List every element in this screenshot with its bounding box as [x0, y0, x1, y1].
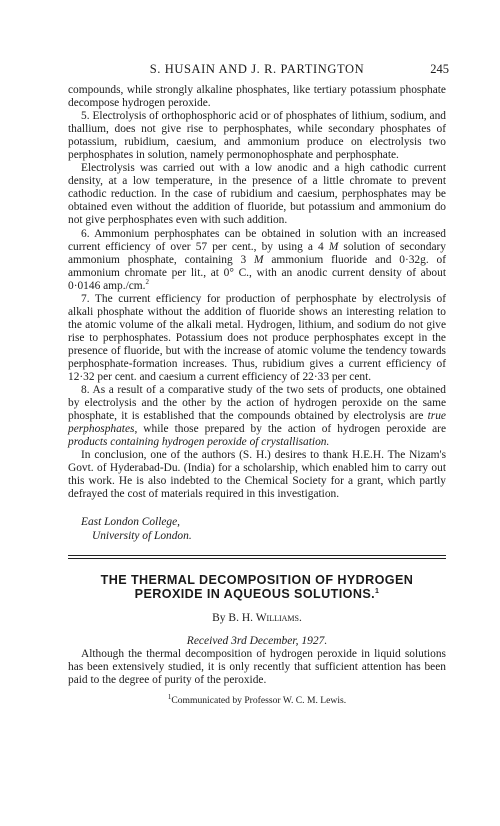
footnote-marker: 1 — [375, 587, 380, 595]
conclusion-7: 7. The current efficiency for production of perphosphate by electrolysis of alkali phosphate without the addition of fluoride shows an interesting relation to the atomic volume of the alkali metal. Hydrogen, lithium, and sodium do not give rise to perphosphates. Potassium does not produce perphosphates except in the presence of fluoride, but with the increase of atomic volume the tendency towards perphosphate-formation increases. Thus, rubidium gives a current efficiency of 12·32 per cent. and caesium a current efficiency of 22·33 per cent. — [68, 292, 446, 384]
footnote-text: Communicated by Professor W. C. M. Lewis. — [171, 694, 347, 706]
section-divider — [68, 555, 446, 559]
electrolysis-conditions-paragraph: Electrolysis was carried out with a low anodic and a high cathodic current density, at a low temperature, in the presence of a little chromate to prevent cathodic reduction. In the case of rubidium and caesium, perphosphates may be obtained even without the addition of fluoride, but potassium and ammonium do not give perphosphates even with such addition. — [68, 162, 446, 227]
footnote — [68, 694, 446, 707]
conclusion-6 — [68, 228, 446, 293]
article-title-line-2-text: PEROXIDE IN AQUEOUS SOLUTIONS. — [134, 586, 376, 601]
molar-symbol: M — [254, 253, 264, 266]
article-title-line-1: THE THERMAL DECOMPOSITION OF HYDROGEN — [100, 572, 414, 587]
article-title-line-2 — [68, 587, 446, 601]
conclusion-5: 5. Electrolysis of orthophosphoric acid or of phosphates of lithium, sodium, and thallium, does not give rise to perphosphates, while secondary phosphates of potassium, rubidium, caesium, and ammonium produce on electrolysis two perphosphates in solution, namely permonophosphate and perphosphate. — [68, 110, 446, 162]
conclusion-6-text-c: ammonium fluoride and 0·32g. of ammonium chromate per lit., at 0° C., with an anodic current density of about 0·0146 amp./cm. — [68, 253, 446, 292]
byline — [68, 612, 446, 625]
institution-address — [68, 515, 446, 543]
divider-rule — [68, 558, 446, 559]
conclusion-8-text-a: 8. As a result of a comparative study of the two sets of products, one obtained by electrolysis and the other by the action of hydrogen peroxide on the same phosphate, it is established that the compounds obtained by electrolysis are — [68, 384, 446, 423]
author-name: B. H. Williams. — [228, 611, 302, 624]
conclusion-6-text-a: 6. Ammonium perphosphates can be obtained in solution with an increased current efficiency of over 57 per cent., by using a 4 — [68, 227, 446, 253]
footnote-number: 1 — [167, 692, 172, 701]
page-body — [68, 84, 446, 707]
received-date: Received 3rd December, 1927. — [186, 634, 328, 647]
conclusion-8 — [68, 384, 446, 449]
continuation-paragraph: compounds, while strongly alkaline phosphates, like tertiary potassium phosphate decompose hydrogen peroxide. — [68, 84, 446, 110]
opening-paragraph: Although the thermal decomposition of hydrogen peroxide in liquid solutions has been extensively studied, it is only recently that sufficient attention has been paid to the degree of purity of the peroxide. — [68, 647, 446, 686]
page-number: 245 — [430, 62, 449, 76]
emphasis-products-crystallisation: products containing hydrogen peroxide of crystallisation. — [68, 436, 330, 449]
conclusion-6-text-b: solution of secondary ammonium phosphate, containing 3 — [68, 240, 446, 266]
superscript: 2 — [145, 277, 150, 286]
byline-prefix: By — [212, 611, 226, 624]
running-head-authors: S. HUSAIN AND J. R. PARTINGTON — [149, 62, 365, 76]
address-line-2: University of London. — [92, 529, 192, 542]
divider-rule — [68, 555, 446, 556]
acknowledgement-paragraph: In conclusion, one of the authors (S. H.) desires to thank H.E.H. The Nizam's Govt. of Hyderabad-Du. (India) for a scholarship, which enabled him to carry out this work. He is also indebted to the Chemical Society for a grant, which partly defrayed the cost of materials required in this investigation. — [68, 449, 446, 501]
article-title — [68, 573, 446, 601]
running-head — [68, 62, 449, 78]
address-line-1: East London College, — [81, 515, 181, 528]
emphasis-true-perphosphates: true perphosphates — [68, 410, 446, 436]
molar-symbol: M — [328, 240, 339, 253]
conclusion-8-text-b: , while those prepared by the action of hydrogen peroxide are — [134, 423, 446, 436]
